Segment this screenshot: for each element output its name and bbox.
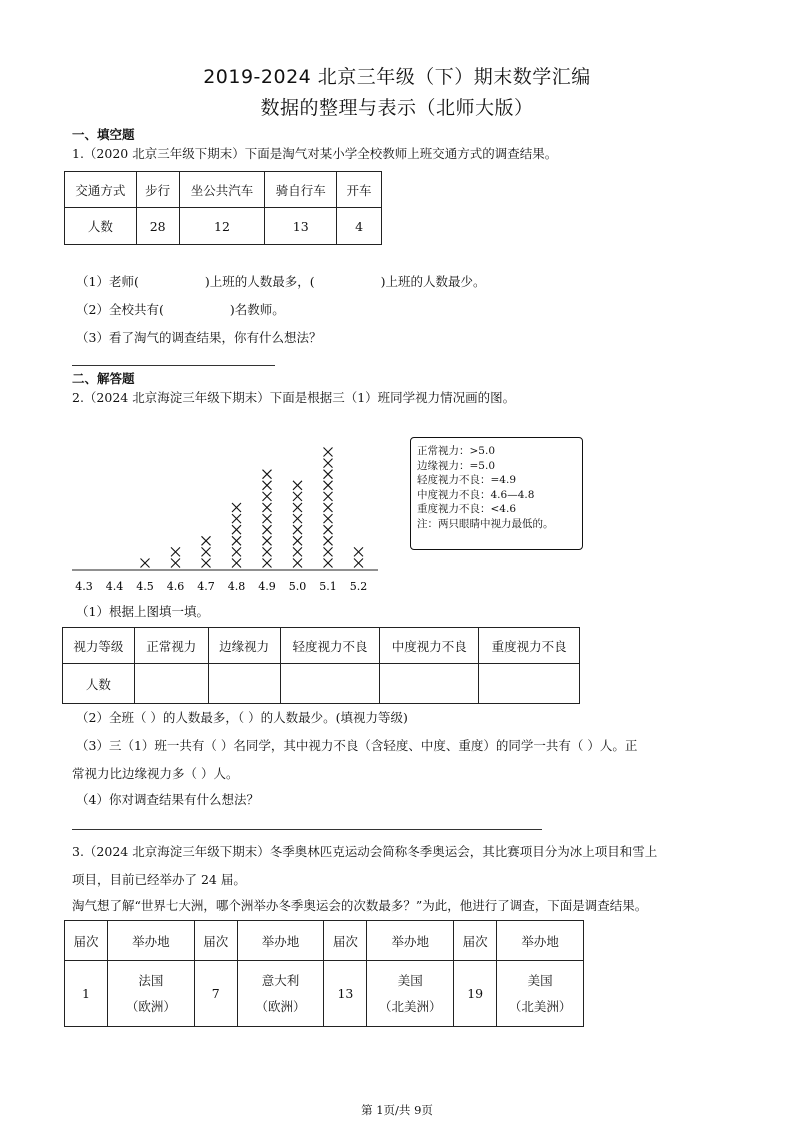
host-country: 美国 (397, 972, 423, 988)
cross-mark (293, 514, 302, 523)
cross-mark (202, 547, 211, 556)
question-1-part-3: （3）看了淘气的调查结果，你有什么想法？ (76, 330, 322, 345)
cross-mark (324, 470, 333, 479)
table-header-cell: 届次 (324, 921, 367, 961)
cross-mark (232, 547, 241, 556)
host-country: 美国 (527, 972, 553, 988)
table-header-cell: 重度视力不良 (479, 628, 580, 664)
table-cell: 7 (194, 961, 237, 1027)
table-row-label: 人数 (65, 208, 137, 245)
olympics-host-table (64, 920, 584, 1027)
question-2-part-3: （3）三（1）班一共有（ ）名同学，其中视力不良（含轻度、中度、重度）的同学一共有（ ）人。正 (76, 738, 638, 753)
table-header-cell: 中度视力不良 (380, 628, 479, 664)
host-country: 意大利 (261, 972, 300, 988)
cross-mark (232, 559, 241, 568)
question-1-part-1 (76, 272, 486, 290)
table-header-cell: 举办地 (367, 921, 454, 961)
cross-mark (324, 525, 333, 534)
table-cell (367, 961, 454, 1027)
cross-mark (293, 492, 302, 501)
question-1-intro: 1.（2020 北京三年级下期末）下面是淘气对某小学全校教师上班交通方式的调查结果。 (72, 146, 558, 161)
legend-item: 轻度视力不良：=4.9 (417, 474, 516, 487)
x-tick-label: 5.2 (349, 580, 368, 593)
table-cell: 1 (65, 961, 108, 1027)
table-header-cell: 正常视力 (134, 628, 208, 664)
table-header-cell: 开车 (337, 172, 382, 208)
table-cell (107, 961, 194, 1027)
cross-mark (202, 536, 211, 545)
answer-cell[interactable] (134, 664, 208, 704)
cross-mark (232, 514, 241, 523)
table-header-cell: 交通方式 (65, 172, 137, 208)
cross-mark (324, 492, 333, 501)
x-tick-label: 4.3 (75, 580, 93, 593)
cross-mark (171, 547, 180, 556)
host-continent: （欧洲） (125, 998, 176, 1014)
answer-cell[interactable] (280, 664, 380, 704)
host-continent: （北美洲） (379, 998, 442, 1014)
table-cell: 4 (337, 208, 382, 245)
cross-mark (263, 525, 272, 534)
table-header-cell: 届次 (194, 921, 237, 961)
section-heading-answer: 二、解答题 (72, 371, 135, 386)
cross-mark (263, 536, 272, 545)
cross-mark (263, 514, 272, 523)
question-2-part-4: （4）你对调查结果有什么想法？ (76, 792, 259, 807)
cross-mark (263, 547, 272, 556)
page-subtitle: 数据的整理与表示（北师大版） (260, 97, 534, 119)
table-header-cell: 举办地 (497, 921, 584, 961)
cross-mark (293, 547, 302, 556)
vision-level-table (62, 627, 580, 704)
table-cell: 19 (454, 961, 497, 1027)
table-header-cell: 举办地 (107, 921, 194, 961)
table-header-cell: 坐公共汽车 (179, 172, 265, 208)
question-3-intro: 3.（2024 北京海淀三年级下期末）冬季奥林匹克运动会简称冬季奥运会，其比赛项目分为冰上项目和雪上 (72, 844, 658, 859)
legend-item: 边缘视力：=5.0 (417, 459, 495, 472)
cross-mark (171, 559, 180, 568)
answer-line[interactable] (72, 829, 542, 830)
question-2-intro: 2.（2024 北京海淀三年级下期末）下面是根据三（1）班同学视力情况画的图。 (72, 390, 516, 405)
table-cell: 13 (265, 208, 337, 245)
table-header-cell: 骑自行车 (265, 172, 337, 208)
cross-mark (232, 536, 241, 545)
host-continent: （欧洲） (255, 998, 306, 1014)
answer-cell[interactable] (380, 664, 479, 704)
table-row-label: 人数 (63, 664, 135, 704)
vision-legend (410, 437, 583, 550)
cross-mark (263, 470, 272, 479)
table-cell: 28 (136, 208, 179, 245)
cross-mark (324, 547, 333, 556)
cross-mark (354, 547, 363, 556)
table-header-cell: 边缘视力 (208, 628, 280, 664)
x-tick-label: 4.4 (105, 580, 124, 593)
host-continent: （北美洲） (508, 998, 572, 1014)
table-cell: 13 (324, 961, 367, 1027)
cross-mark (141, 559, 150, 568)
section-heading-fill: 一、填空题 (72, 127, 135, 142)
x-tick-label: 4.9 (258, 580, 276, 593)
x-tick-label: 4.8 (227, 580, 246, 593)
cross-mark (293, 559, 302, 568)
part-text: （2）全校共有( (76, 302, 164, 317)
cross-mark (232, 525, 241, 534)
question-2-part-1: （1）根据上图填一填。 (76, 604, 209, 619)
part-text: （1）老师( (76, 274, 139, 289)
cross-mark (263, 492, 272, 501)
x-tick-label: 4.7 (197, 580, 215, 593)
transport-survey-table (64, 171, 382, 245)
legend-item: 重度视力不良：<4.6 (417, 503, 516, 516)
cross-mark (293, 503, 302, 512)
answer-line[interactable] (72, 365, 275, 366)
cross-mark (202, 559, 211, 568)
x-tick-label: 5.0 (288, 580, 307, 593)
table-cell (497, 961, 584, 1027)
table-header-cell: 轻度视力不良 (280, 628, 380, 664)
answer-cell[interactable] (479, 664, 580, 704)
table-header-cell: 举办地 (237, 921, 324, 961)
legend-item: 中度视力不良：4.6—4.8 (417, 488, 535, 501)
cross-mark (324, 536, 333, 545)
table-header-cell: 步行 (136, 172, 179, 208)
legend-item: 正常视力：>5.0 (417, 445, 495, 457)
cross-mark (324, 448, 333, 457)
table-header-cell: 届次 (454, 921, 497, 961)
legend-item: 注：两只眼睛中视力最低的。 (417, 517, 554, 530)
part-text: )上班的人数最多，( (204, 274, 315, 289)
x-tick-label: 4.6 (166, 580, 185, 593)
cross-mark (263, 481, 272, 490)
host-country: 法国 (138, 972, 164, 988)
question-1-part-2 (76, 300, 285, 318)
answer-cell[interactable] (208, 664, 280, 704)
question-3-intro-cont: 项目，目前已经举办了 24 届。 (72, 872, 246, 887)
cross-mark (354, 559, 363, 568)
cross-mark (263, 559, 272, 568)
part-text: )上班的人数最少。 (380, 274, 486, 289)
cross-mark (324, 459, 333, 468)
x-tick-label: 5.1 (319, 580, 337, 593)
cross-mark (324, 503, 333, 512)
table-cell (237, 961, 324, 1027)
question-3-intro-2: 淘气想了解“世界七大洲，哪个洲举办冬季奥运会的次数最多？”为此，他进行了调查，下面是调查结果。 (72, 898, 648, 913)
page-footer: 第 1页/共 9页 (361, 1103, 433, 1117)
cross-mark (293, 525, 302, 534)
table-cell: 12 (179, 208, 265, 245)
part-text: )名教师。 (229, 302, 285, 317)
cross-mark (263, 503, 272, 512)
cross-mark (293, 536, 302, 545)
question-2-part-2: （2）全班（ ）的人数最多，（ ）的人数最少。(填视力等级) (76, 710, 408, 725)
vision-dot-plot (60, 405, 390, 595)
table-header-cell: 届次 (65, 921, 108, 961)
x-tick-label: 4.5 (136, 580, 154, 593)
cross-mark (324, 559, 333, 568)
cross-mark (324, 481, 333, 490)
question-2-part-3-cont: 常视力比边缘视力多（ ）人。 (72, 766, 239, 781)
page-title: 2019-2024 北京三年级（下）期末数学汇编 (203, 66, 591, 88)
cross-mark (324, 514, 333, 523)
table-header-cell: 视力等级 (63, 628, 135, 664)
cross-mark (293, 481, 302, 490)
cross-mark (232, 503, 241, 512)
